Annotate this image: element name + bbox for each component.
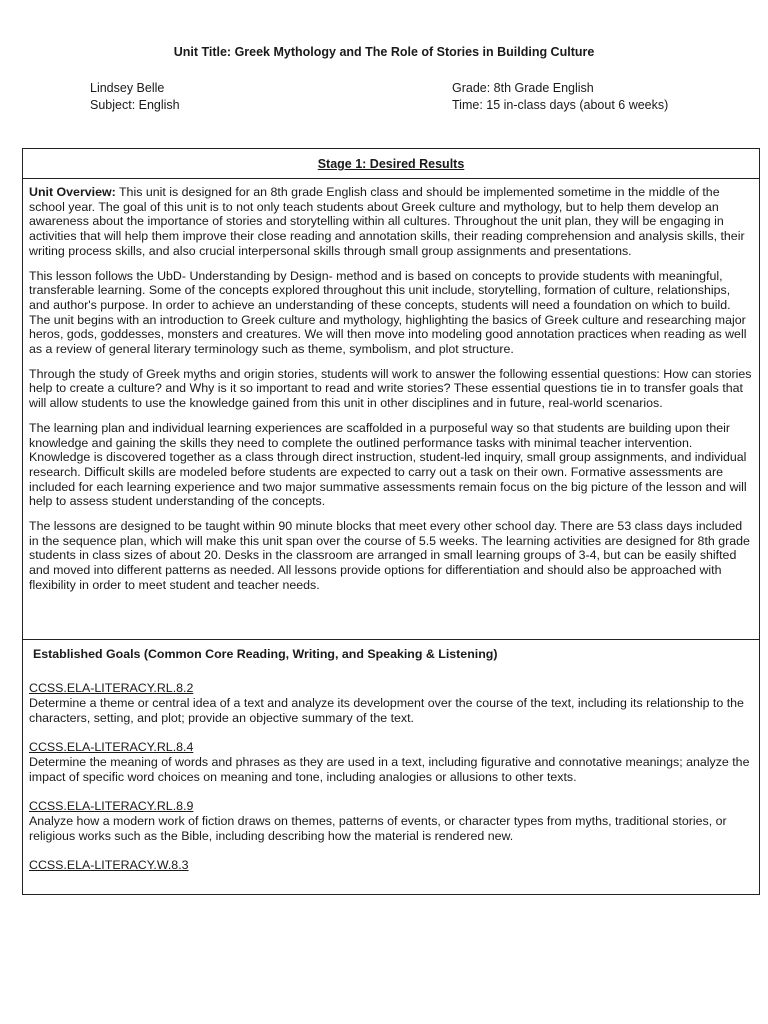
time-label: Time: 15 in-class days (about 6 weeks)	[452, 98, 669, 112]
grade-label: Grade: 8th Grade English	[452, 81, 594, 95]
established-goals-section	[22, 639, 760, 895]
stage1-heading: Stage 1: Desired Results	[22, 148, 760, 179]
standard-code-link: CCSS.ELA-LITERACY.RL.8.2	[29, 681, 194, 695]
standard-code-link: CCSS.ELA-LITERACY.RL.8.4	[29, 740, 194, 754]
standard-code-link: CCSS.ELA-LITERACY.W.8.3	[29, 858, 189, 872]
goal-item	[29, 858, 753, 873]
unit-title: Unit Title: Greek Mythology and The Role of Stories in Building Culture	[173, 45, 595, 59]
goal-item	[29, 681, 753, 726]
unit-overview-section	[22, 178, 760, 640]
author-block	[90, 80, 180, 114]
overview-paragraph-2: This lesson follows the UbD- Understanding by Design- method and is based on concepts to provide students with meaningful, transferable learning. Some of the concepts explored throughout this unit include, storytelling, formation of culture, relationships, and author's purpose. In order to achieve an understanding of these concepts, students will need a foundation on which to build. The unit begins with an introduction to Greek culture and mythology, highlighting the basics of Greek culture and researching major heros, gods, goddesses, monsters and creatures. We will then move into modeling good annotation practices when reading as well as a review of general literary terminology such as theme, symbolism, and plot structure.	[29, 268, 747, 357]
goal-item	[29, 799, 753, 844]
standard-description: Determine a theme or central idea of a text and analyze its development over the course of the text, including its relationship to the characters, setting, and plot; provide an objective summary of the text.	[29, 696, 744, 725]
goal-item	[29, 740, 753, 785]
grade-time-block	[452, 80, 668, 114]
author-name: Lindsey Belle	[90, 81, 165, 95]
overview-label: Unit Overview:	[29, 185, 116, 199]
standard-code-link: CCSS.ELA-LITERACY.RL.8.9	[29, 799, 194, 813]
overview-paragraph-4: The learning plan and individual learning experiences are scaffolded in a purposeful way so that students are building upon their knowledge and gaining the skills they need to complete the outlined performance tasks with minimal teacher intervention. Knowledge is discovered together as a class through direct instruction, student-led inquiry, small group assignments, and individual research. Difficult skills are modeled before students are expected to carry out a task on their own. Formative assessments are included for each learning experience and two major summative assessments remain focus on the big picture of the lesson and will help to assess student understanding of the concepts.	[29, 420, 747, 509]
overview-paragraph-3: Through the study of Greek myths and origin stories, students will work to answer the following essential questions: How can stories help to create a culture? and Why is it so important to read and write stories? These essential questions tie in to transfer goals that will allow students to use the knowledge gained from this unit in other disciplines and in future, real-world scenarios.	[29, 366, 752, 411]
standard-description: Analyze how a modern work of fiction draws on themes, patterns of events, or character types from myths, traditional stories, or religious works such as the Bible, including describing how the material is rendered new.	[29, 814, 727, 843]
overview-paragraph-5: The lessons are designed to be taught within 90 minute blocks that meet every other school day. There are 53 class days included in the sequence plan, which will make this unit span over the course of 5.5 weeks. The learning activities are designed for 8th grade students in class sizes of about 20. Desks in the classroom are arranged in small learning groups of 3-4, but can be easily shifted and moved into different patterns as needed. All lessons provide options for differentiation and should also be approached with flexibility in order to meet student and teacher needs.	[29, 519, 750, 592]
overview-paragraph-1: Unit Overview: This unit is designed for an 8th grade English class and should be implemented sometime in the middle of the school year. The goal of this unit is to not only teach students about Greek culture and mythology, but to help them develop an awareness about the importance of stories and storytelling within all cultures. Throughout the unit plan, they will be engaging in activities that will help them improve their close reading and annotation skills, their reading comprehension and analysis skills, their writing process skills, and also crucial interpersonal skills through small group assignments and presentations.	[29, 185, 745, 258]
subject-label: Subject: English	[90, 98, 180, 112]
standard-description: Determine the meaning of words and phrases as they are used in a text, including figurative and connotative meanings; analyze the impact of specific word choices on meaning and tone, including analogies or allusions to other texts.	[29, 755, 750, 784]
goals-heading: Established Goals (Common Core Reading, Writing, and Speaking & Listening)	[33, 647, 498, 661]
